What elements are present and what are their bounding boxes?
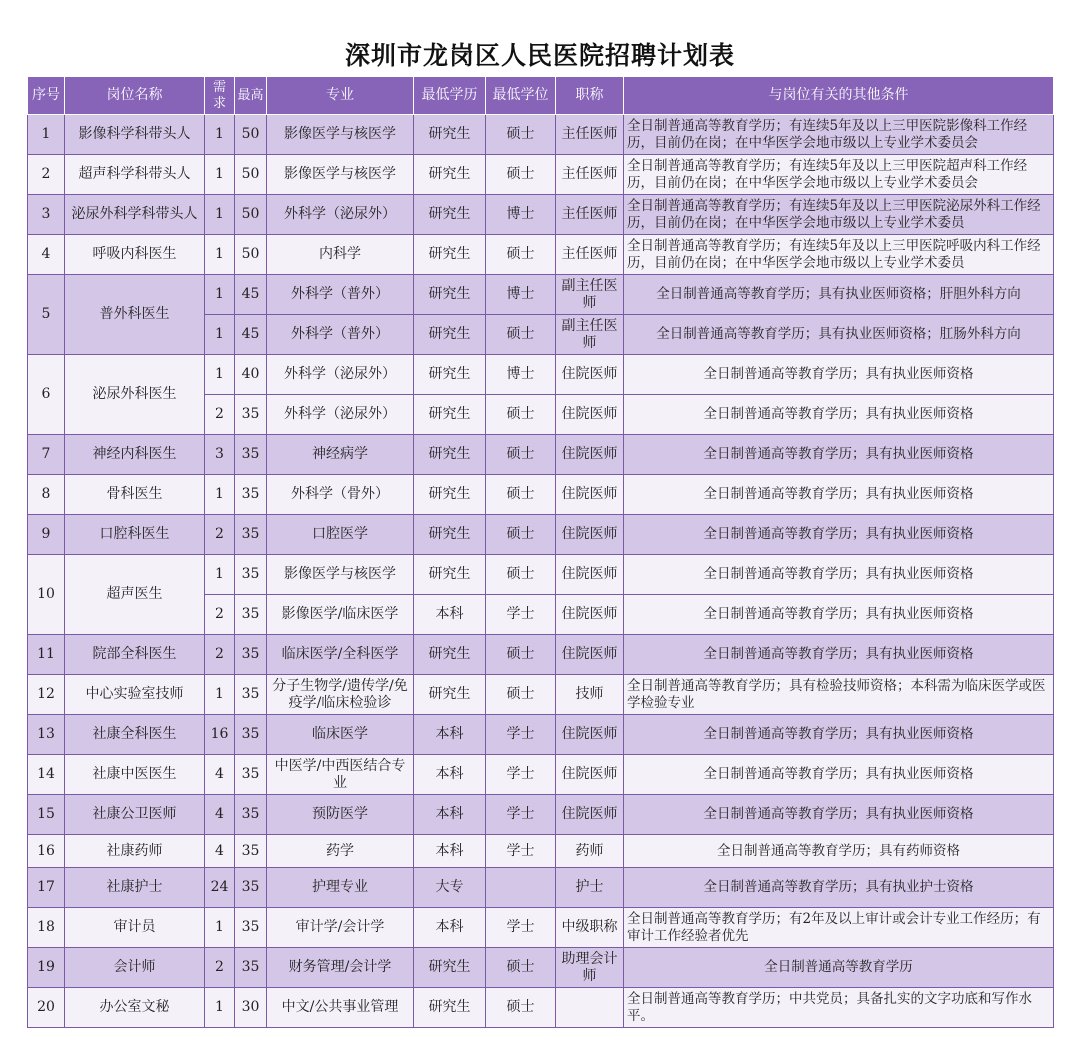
cell-edu: 研究生	[414, 988, 486, 1028]
cell-major: 药学	[267, 835, 414, 868]
cell-seq: 13	[28, 715, 65, 755]
cell-seq: 18	[28, 908, 65, 948]
cell-degree: 硕士	[486, 635, 556, 675]
cell-seq: 3	[28, 195, 65, 235]
cell-major: 影像医学与核医学	[267, 555, 414, 595]
cell-demand: 1	[205, 988, 235, 1028]
cell-post: 社康护士	[65, 868, 205, 908]
cell-demand: 1	[205, 355, 235, 395]
cell-major: 护理专业	[267, 868, 414, 908]
cell-maxage: 50	[235, 195, 267, 235]
cell-degree: 博士	[486, 355, 556, 395]
cell-degree	[486, 868, 556, 908]
cell-maxage: 35	[235, 515, 267, 555]
cell-edu: 研究生	[414, 315, 486, 355]
cell-maxage: 35	[235, 868, 267, 908]
cell-maxage: 40	[235, 355, 267, 395]
cell-maxage: 35	[235, 755, 267, 795]
cell-post: 影像科学科带头人	[65, 115, 205, 155]
cell-title: 住院医师	[556, 555, 624, 595]
cell-post: 神经内科医生	[65, 435, 205, 475]
cell-edu: 研究生	[414, 235, 486, 275]
cell-post: 院部全科医生	[65, 635, 205, 675]
cell-major: 神经病学	[267, 435, 414, 475]
cell-title: 副主任医师	[556, 275, 624, 315]
cell-cond: 全日制普通高等教育学历；具有执业医师资格；肛肠外科方向	[624, 315, 1054, 355]
cell-title	[556, 988, 624, 1028]
cell-post: 超声科学科带头人	[65, 155, 205, 195]
cell-cond: 全日制普通高等教育学历；具有执业医师资格	[624, 755, 1054, 795]
cell-post: 口腔科医生	[65, 515, 205, 555]
cell-title: 药师	[556, 835, 624, 868]
cell-major: 临床医学	[267, 715, 414, 755]
recruitment-table	[27, 76, 1054, 1028]
cell-major: 外科学（泌尿外）	[267, 195, 414, 235]
table-row	[28, 635, 1054, 675]
cell-title: 住院医师	[556, 355, 624, 395]
header-title: 职称	[556, 77, 624, 115]
cell-degree: 硕士	[486, 235, 556, 275]
cell-title: 技师	[556, 675, 624, 715]
cell-degree: 博士	[486, 195, 556, 235]
cell-seq: 16	[28, 835, 65, 868]
cell-cond: 全日制普通高等教育学历；具有执业医师资格	[624, 715, 1054, 755]
cell-edu: 研究生	[414, 635, 486, 675]
cell-demand: 1	[205, 908, 235, 948]
cell-post: 普外科医生	[65, 275, 205, 355]
cell-major: 外科学（普外）	[267, 275, 414, 315]
cell-seq: 15	[28, 795, 65, 835]
cell-edu: 研究生	[414, 395, 486, 435]
header-maxage: 最高	[235, 77, 267, 115]
cell-major: 中医学/中西医结合专业	[267, 755, 414, 795]
cell-post: 骨科医生	[65, 475, 205, 515]
cell-major: 审计学/会计学	[267, 908, 414, 948]
header-cond: 与岗位有关的其他条件	[624, 77, 1054, 115]
table-row	[28, 988, 1054, 1028]
cell-title: 主任医师	[556, 235, 624, 275]
cell-cond: 全日制普通高等教育学历；具有执业医师资格	[624, 555, 1054, 595]
cell-degree: 学士	[486, 715, 556, 755]
cell-maxage: 35	[235, 835, 267, 868]
table-row	[28, 795, 1054, 835]
cell-edu: 研究生	[414, 675, 486, 715]
cell-post: 泌尿外科医生	[65, 355, 205, 435]
table-row	[28, 275, 1054, 315]
cell-edu: 研究生	[414, 275, 486, 315]
cell-maxage: 35	[235, 595, 267, 635]
cell-edu: 本科	[414, 835, 486, 868]
cell-demand: 2	[205, 595, 235, 635]
cell-cond: 全日制普通高等教育学历；具有执业护士资格	[624, 868, 1054, 908]
cell-maxage: 50	[235, 155, 267, 195]
cell-demand: 3	[205, 435, 235, 475]
cell-demand: 2	[205, 948, 235, 988]
table-row	[28, 908, 1054, 948]
cell-major: 外科学（泌尿外）	[267, 355, 414, 395]
cell-title: 住院医师	[556, 715, 624, 755]
cell-major: 外科学（普外）	[267, 315, 414, 355]
cell-maxage: 35	[235, 555, 267, 595]
cell-degree: 硕士	[486, 675, 556, 715]
cell-edu: 研究生	[414, 475, 486, 515]
table-row	[28, 435, 1054, 475]
cell-edu: 研究生	[414, 515, 486, 555]
cell-demand: 1	[205, 475, 235, 515]
cell-title: 住院医师	[556, 755, 624, 795]
cell-post: 社康药师	[65, 835, 205, 868]
cell-cond: 全日制普通高等教育学历；具有执业医师资格	[624, 435, 1054, 475]
table-row	[28, 555, 1054, 595]
cell-maxage: 35	[235, 675, 267, 715]
cell-title: 住院医师	[556, 435, 624, 475]
cell-edu: 大专	[414, 868, 486, 908]
cell-edu: 研究生	[414, 555, 486, 595]
cell-major: 外科学（骨外）	[267, 475, 414, 515]
cell-post: 泌尿外科学科带头人	[65, 195, 205, 235]
cell-post: 社康中医医生	[65, 755, 205, 795]
cell-edu: 本科	[414, 595, 486, 635]
header-degree: 最低学位	[486, 77, 556, 115]
table-header-row	[28, 77, 1054, 115]
cell-seq: 6	[28, 355, 65, 435]
cell-seq: 2	[28, 155, 65, 195]
cell-degree: 硕士	[486, 515, 556, 555]
table-row	[28, 868, 1054, 908]
cell-degree: 硕士	[486, 315, 556, 355]
cell-seq: 12	[28, 675, 65, 715]
header-edu: 最低学历	[414, 77, 486, 115]
cell-degree: 硕士	[486, 155, 556, 195]
cell-degree: 学士	[486, 755, 556, 795]
cell-cond: 全日制普通高等教育学历；具有执业医师资格	[624, 635, 1054, 675]
cell-seq: 14	[28, 755, 65, 795]
header-major: 专业	[267, 77, 414, 115]
cell-edu: 研究生	[414, 435, 486, 475]
cell-edu: 研究生	[414, 155, 486, 195]
table-row	[28, 475, 1054, 515]
cell-seq: 20	[28, 988, 65, 1028]
cell-major: 分子生物学/遗传学/免疫学/临床检验诊	[267, 675, 414, 715]
cell-degree: 硕士	[486, 988, 556, 1028]
cell-seq: 11	[28, 635, 65, 675]
cell-post: 社康全科医生	[65, 715, 205, 755]
cell-demand: 1	[205, 675, 235, 715]
cell-demand: 1	[205, 195, 235, 235]
cell-edu: 研究生	[414, 115, 486, 155]
cell-degree: 学士	[486, 908, 556, 948]
cell-edu: 本科	[414, 908, 486, 948]
cell-title: 助理会计师	[556, 948, 624, 988]
cell-demand: 2	[205, 395, 235, 435]
cell-cond: 全日制普通高等教育学历；具有执业医师资格	[624, 475, 1054, 515]
cell-edu: 本科	[414, 795, 486, 835]
cell-seq: 9	[28, 515, 65, 555]
cell-degree: 学士	[486, 595, 556, 635]
cell-degree: 硕士	[486, 395, 556, 435]
cell-title: 主任医师	[556, 155, 624, 195]
cell-seq: 8	[28, 475, 65, 515]
cell-cond: 全日制普通高等教育学历；具有执业医师资格；肝胆外科方向	[624, 275, 1054, 315]
cell-post: 中心实验室技师	[65, 675, 205, 715]
table-row	[28, 675, 1054, 715]
cell-cond: 全日制普通高等教育学历；具有执业医师资格	[624, 355, 1054, 395]
cell-edu: 研究生	[414, 355, 486, 395]
cell-demand: 4	[205, 755, 235, 795]
cell-cond: 全日制普通高等教育学历；有连续5年及以上三甲医院超声科工作经历，目前仍在岗；在中华医学会地市级以上专业学术委员会	[624, 155, 1054, 195]
cell-cond: 全日制普通高等教育学历；具有执业医师资格	[624, 595, 1054, 635]
cell-edu: 研究生	[414, 195, 486, 235]
cell-post: 呼吸内科医生	[65, 235, 205, 275]
cell-maxage: 45	[235, 275, 267, 315]
table-row	[28, 515, 1054, 555]
cell-major: 外科学（泌尿外）	[267, 395, 414, 435]
cell-degree: 硕士	[486, 555, 556, 595]
cell-major: 口腔医学	[267, 515, 414, 555]
cell-edu: 研究生	[414, 948, 486, 988]
cell-seq: 17	[28, 868, 65, 908]
table-row	[28, 195, 1054, 235]
cell-cond: 全日制普通高等教育学历；具有执业医师资格	[624, 515, 1054, 555]
cell-maxage: 35	[235, 475, 267, 515]
cell-maxage: 35	[235, 715, 267, 755]
cell-post: 审计员	[65, 908, 205, 948]
cell-title: 住院医师	[556, 515, 624, 555]
cell-maxage: 50	[235, 115, 267, 155]
cell-major: 影像医学与核医学	[267, 115, 414, 155]
cell-title: 住院医师	[556, 395, 624, 435]
cell-demand: 2	[205, 635, 235, 675]
cell-demand: 1	[205, 155, 235, 195]
page-title: 深圳市龙岗区人民医院招聘计划表	[344, 41, 735, 70]
table-row	[28, 835, 1054, 868]
cell-maxage: 35	[235, 435, 267, 475]
cell-seq: 4	[28, 235, 65, 275]
cell-post: 超声医生	[65, 555, 205, 635]
cell-cond: 全日制普通高等教育学历；有连续5年及以上三甲医院呼吸内科工作经历，目前仍在岗；在中华医学会地市级以上专业学术委员	[624, 235, 1054, 275]
cell-title: 住院医师	[556, 595, 624, 635]
cell-title: 主任医师	[556, 115, 624, 155]
cell-demand: 4	[205, 795, 235, 835]
cell-demand: 1	[205, 555, 235, 595]
cell-title: 副主任医师	[556, 315, 624, 355]
cell-post: 社康公卫医师	[65, 795, 205, 835]
cell-maxage: 30	[235, 988, 267, 1028]
cell-seq: 10	[28, 555, 65, 635]
cell-degree: 学士	[486, 835, 556, 868]
cell-edu: 本科	[414, 755, 486, 795]
cell-post: 办公室文秘	[65, 988, 205, 1028]
cell-degree: 硕士	[486, 115, 556, 155]
cell-cond: 全日制普通高等教育学历；中共党员；具备扎实的文字功底和写作水平。	[624, 988, 1054, 1028]
cell-major: 预防医学	[267, 795, 414, 835]
cell-post: 会计师	[65, 948, 205, 988]
cell-degree: 硕士	[486, 435, 556, 475]
cell-major: 中文/公共事业管理	[267, 988, 414, 1028]
header-seq: 序号	[28, 77, 65, 115]
cell-maxage: 35	[235, 395, 267, 435]
cell-maxage: 35	[235, 948, 267, 988]
cell-cond: 全日制普通高等教育学历；具有执业医师资格	[624, 395, 1054, 435]
cell-cond: 全日制普通高等教育学历；具有药师资格	[624, 835, 1054, 868]
cell-demand: 1	[205, 315, 235, 355]
table-row	[28, 355, 1054, 395]
cell-title: 主任医师	[556, 195, 624, 235]
cell-demand: 16	[205, 715, 235, 755]
table-row	[28, 755, 1054, 795]
cell-major: 影像医学与核医学	[267, 155, 414, 195]
cell-demand: 1	[205, 235, 235, 275]
cell-major: 财务管理/会计学	[267, 948, 414, 988]
table-row	[28, 715, 1054, 755]
cell-title: 护士	[556, 868, 624, 908]
cell-title: 住院医师	[556, 635, 624, 675]
cell-title: 住院医师	[556, 475, 624, 515]
cell-degree: 博士	[486, 275, 556, 315]
cell-seq: 7	[28, 435, 65, 475]
cell-title: 住院医师	[556, 795, 624, 835]
cell-major: 临床医学/全科医学	[267, 635, 414, 675]
cell-cond: 全日制普通高等教育学历；有连续5年及以上三甲医院影像科工作经历，目前仍在岗；在中华医学会地市级以上专业学术委员会	[624, 115, 1054, 155]
cell-seq: 19	[28, 948, 65, 988]
cell-cond: 全日制普通高等教育学历；具有检验技师资格；本科需为临床医学或医学检验专业	[624, 675, 1054, 715]
cell-cond: 全日制普通高等教育学历；有连续5年及以上三甲医院泌尿外科工作经历，目前仍在岗；在中华医学会地市级以上专业学术委员	[624, 195, 1054, 235]
header-post: 岗位名称	[65, 77, 205, 115]
cell-degree: 学士	[486, 795, 556, 835]
cell-title: 中级职称	[556, 908, 624, 948]
cell-demand: 4	[205, 835, 235, 868]
cell-degree: 硕士	[486, 948, 556, 988]
cell-maxage: 35	[235, 795, 267, 835]
cell-demand: 1	[205, 115, 235, 155]
cell-cond: 全日制普通高等教育学历；有2年及以上审计或会计专业工作经历；有审计工作经验者优先	[624, 908, 1054, 948]
cell-cond: 全日制普通高等教育学历	[624, 948, 1054, 988]
table-row	[28, 115, 1054, 155]
cell-major: 内科学	[267, 235, 414, 275]
cell-seq: 5	[28, 275, 65, 355]
header-demand: 需求	[205, 77, 235, 115]
table-row	[28, 155, 1054, 195]
cell-maxage: 35	[235, 908, 267, 948]
cell-demand: 2	[205, 515, 235, 555]
cell-demand: 24	[205, 868, 235, 908]
table-row	[28, 235, 1054, 275]
cell-maxage: 50	[235, 235, 267, 275]
cell-edu: 本科	[414, 715, 486, 755]
cell-demand: 1	[205, 275, 235, 315]
cell-cond: 全日制普通高等教育学历；具有执业医师资格	[624, 795, 1054, 835]
table-row	[28, 948, 1054, 988]
cell-maxage: 45	[235, 315, 267, 355]
cell-major: 影像医学/临床医学	[267, 595, 414, 635]
cell-seq: 1	[28, 115, 65, 155]
cell-maxage: 35	[235, 635, 267, 675]
cell-degree: 硕士	[486, 475, 556, 515]
